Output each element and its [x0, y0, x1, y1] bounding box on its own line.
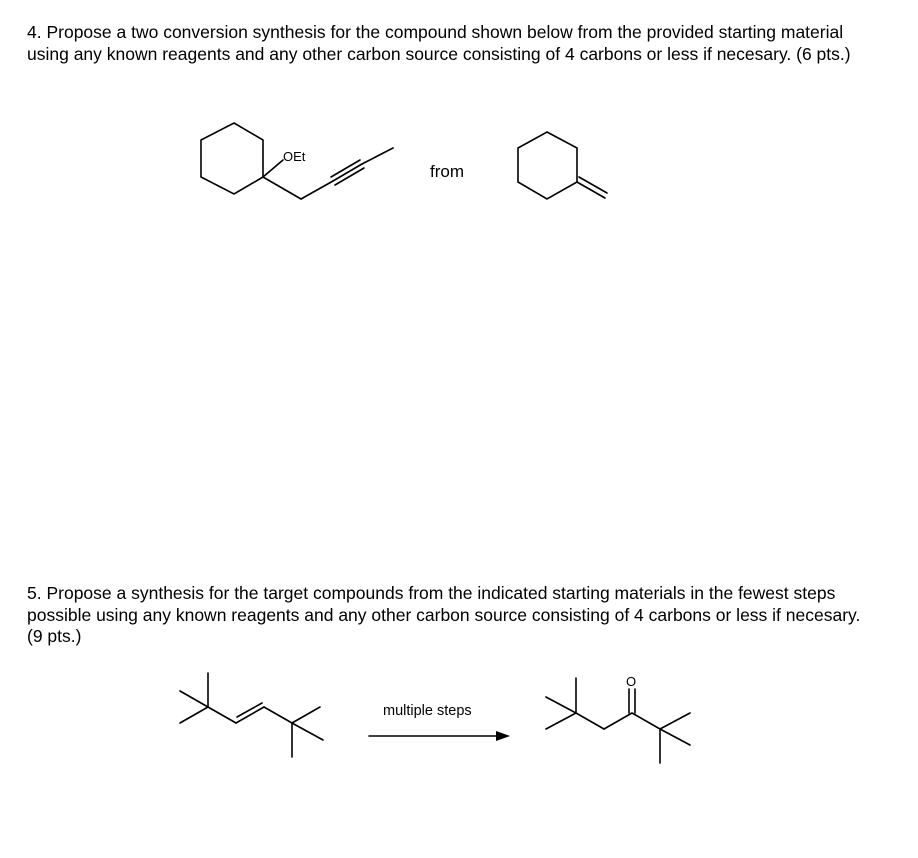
oxygen-label: O: [626, 674, 637, 689]
target-molecule-q4: [201, 123, 393, 199]
question-4-text: 4. Propose a two conversion synthesis for the compound shown below from the provided starting material using any known reagents and any other carbon source consisting of 4 carbons or less if necesary. (6 pts.): [27, 22, 851, 64]
from-label: from: [430, 162, 464, 181]
tbutyl-bond: [546, 713, 576, 729]
propargyl-bond: [301, 181, 333, 199]
oet-label: OEt: [283, 149, 306, 164]
reaction-arrow: [369, 731, 510, 741]
tbutyl-bond: [546, 697, 576, 713]
chain-bond: [208, 707, 236, 723]
tbutyl-bond: [180, 707, 208, 723]
cyclohexane-ring: [518, 132, 577, 199]
starting-material-q4: [518, 132, 607, 199]
tbutyl-bond: [660, 713, 690, 729]
chain-bond: [264, 707, 292, 723]
chain-bond: [632, 713, 660, 729]
tbutyl-bond: [180, 691, 208, 707]
multiple-steps-label: multiple steps: [383, 703, 472, 719]
tbutyl-bond: [292, 723, 323, 740]
tbutyl-bond: [292, 707, 320, 723]
target-molecule-q5: [546, 674, 690, 763]
methyl-bond: [362, 148, 393, 164]
question-5-text: 5. Propose a synthesis for the target compounds from the indicated starting materials in the fewest steps possible using any known reagents and any other carbon source consisting of 4 carbons or less if necesary. (9 pts.): [27, 583, 861, 646]
chain-bond: [576, 713, 604, 729]
ch2-bond: [263, 177, 301, 199]
ether-bond: [263, 160, 283, 177]
cyclohexane-ring: [201, 123, 263, 194]
starting-material-q5: [180, 673, 323, 757]
tbutyl-bond: [660, 729, 690, 745]
chain-bond: [604, 713, 632, 729]
